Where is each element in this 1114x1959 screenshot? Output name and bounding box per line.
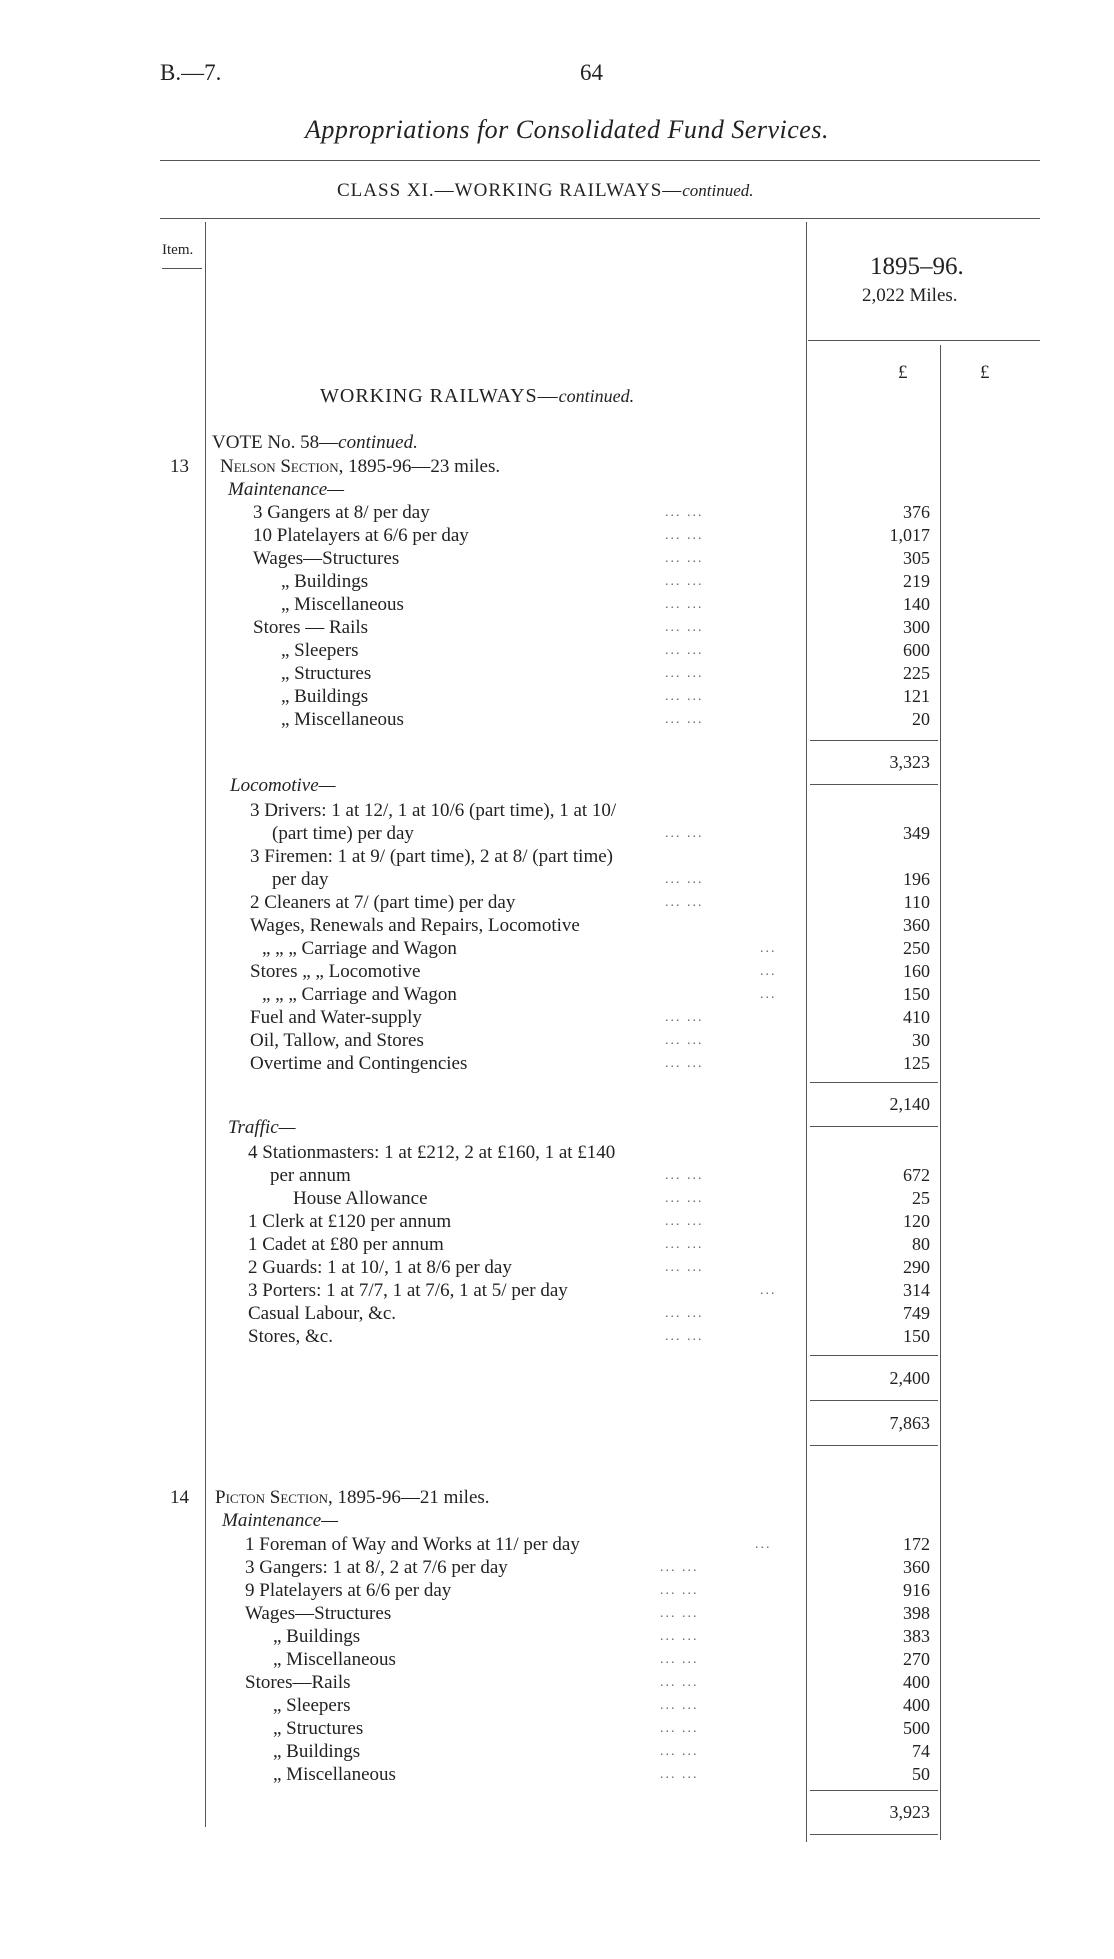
- leader-dots: ... ...: [665, 1033, 704, 1048]
- line-item-amount: 349: [903, 823, 930, 843]
- leader-dots: ... ...: [665, 551, 704, 566]
- line-item-label: Stores — Rails: [253, 617, 369, 638]
- line-item-label: Wages, Renewals and Repairs, Locomotive: [250, 915, 580, 936]
- leader-dots: ... ...: [660, 1698, 699, 1713]
- nelson-maintenance-total: 3,323: [889, 752, 930, 772]
- line-item-amount: 50: [912, 1764, 930, 1784]
- nelson-traffic-heading: Traffic—: [228, 1117, 296, 1138]
- line-item-amount: 150: [903, 984, 930, 1004]
- line-item-amount: 250: [903, 938, 930, 958]
- line-item-amount: 120: [903, 1211, 930, 1231]
- line-item-amount: 225: [903, 663, 930, 683]
- leader-dots: ... ...: [665, 1191, 704, 1206]
- leader-dots: ... ...: [660, 1675, 699, 1690]
- line-item-amount: 400: [903, 1672, 930, 1692]
- leader-dots: ... ...: [665, 643, 704, 658]
- leader-dots: ... ...: [665, 1329, 704, 1344]
- leader-dots: ...: [760, 1283, 777, 1298]
- line-item-amount: 1,017: [889, 525, 930, 545]
- pound-column-1-header: £: [898, 362, 908, 383]
- line-item-label: 1 Clerk at £120 per annum: [248, 1211, 452, 1232]
- line-item-label: Wages—Structures: [245, 1603, 392, 1624]
- line-item-label: 2 Cleaners at 7/ (part time) per day: [250, 892, 516, 913]
- leader-dots: ...: [760, 987, 777, 1002]
- line-item-label: 10 Platelayers at 6/6 per day: [253, 525, 469, 546]
- line-item-label: „ Buildings: [273, 1741, 361, 1762]
- line-item-amount: 160: [903, 961, 930, 981]
- leader-dots: ... ...: [665, 712, 704, 727]
- leader-dots: ... ...: [660, 1629, 699, 1644]
- class-title-suffix: continued.: [682, 181, 754, 200]
- leader-dots: ...: [755, 1537, 772, 1552]
- nelson-locomotive-total-rule: [810, 1126, 938, 1127]
- line-item-amount: 20: [912, 709, 930, 729]
- line-item-amount: 314: [903, 1280, 930, 1300]
- picton-section-title: [215, 1487, 490, 1509]
- line-item-amount: 80: [912, 1234, 930, 1254]
- line-item-label: Oil, Tallow, and Stores: [250, 1030, 424, 1051]
- year-header-rule: [808, 340, 1040, 341]
- leader-dots: ... ...: [660, 1652, 699, 1667]
- nelson-title-main: Nelson Section: [220, 456, 339, 477]
- line-item-amount: 360: [903, 1557, 930, 1577]
- picton-maintenance-total-rule: [810, 1834, 938, 1835]
- leader-dots: ... ...: [665, 689, 704, 704]
- line-item-amount: 376: [903, 502, 930, 522]
- leader-dots: ...: [760, 941, 777, 956]
- line-item-label: Casual Labour, &c.: [248, 1303, 397, 1324]
- line-item-amount: 110: [903, 892, 930, 912]
- page-subtitle: Appropriations for Consolidated Fund Services.: [305, 115, 829, 144]
- class-title: [337, 180, 754, 202]
- vote-line: [212, 432, 418, 454]
- leader-dots: ... ...: [665, 872, 704, 887]
- nelson-maintenance-rule: [810, 740, 938, 741]
- line-item-label: „ Buildings: [281, 686, 369, 707]
- nelson-traffic-total-rule: [810, 1400, 938, 1401]
- line-item-amount: 500: [903, 1718, 930, 1738]
- nelson-maintenance-total-rule: [810, 784, 938, 785]
- section-heading: [320, 385, 634, 408]
- line-item-label: „ Sleepers: [281, 640, 359, 661]
- item-number-nelson: 13: [170, 456, 189, 477]
- leader-dots: ... ...: [660, 1767, 699, 1782]
- line-item-amount: 749: [903, 1303, 930, 1323]
- line-item-amount: 25: [912, 1188, 930, 1208]
- line-item-amount: 600: [903, 640, 930, 660]
- line-item-amount: 172: [903, 1534, 930, 1554]
- amount-column-mid-divider: [940, 345, 941, 1840]
- line-item-amount: 30: [912, 1030, 930, 1050]
- nelson-section-total: 7,863: [889, 1413, 930, 1433]
- line-item-amount: 290: [903, 1257, 930, 1277]
- line-item-amount: 121: [903, 686, 930, 706]
- leader-dots: ... ...: [665, 1237, 704, 1252]
- line-item-label: „ Buildings: [273, 1626, 361, 1647]
- vote-line-suffix: continued.: [338, 432, 418, 453]
- item-column-header: Item.: [162, 242, 194, 258]
- line-item-label: 2 Guards: 1 at 10/, 1 at 8/6 per day: [248, 1257, 512, 1278]
- nelson-section-total-rule: [810, 1445, 938, 1446]
- line-item-label: „ Sleepers: [273, 1695, 351, 1716]
- section-heading-main: WORKING RAILWAYS—: [320, 385, 559, 407]
- line-item-label: „ Miscellaneous: [281, 709, 404, 730]
- vote-line-main: VOTE No. 58—: [212, 432, 339, 453]
- leader-dots: ... ...: [665, 1260, 704, 1275]
- nelson-locomotive-total: 2,140: [889, 1094, 930, 1114]
- leader-dots: ... ...: [665, 574, 704, 589]
- page-number: 64: [580, 60, 603, 85]
- picton-title-main: Picton Section: [215, 1487, 329, 1508]
- leader-dots: ... ...: [660, 1744, 699, 1759]
- section-heading-suffix: continued.: [558, 386, 635, 406]
- leader-dots: ... ...: [665, 1306, 704, 1321]
- line-item-label: per annum: [270, 1165, 351, 1186]
- nelson-traffic-rule: [810, 1355, 938, 1356]
- line-item-label: House Allowance: [293, 1188, 428, 1209]
- leader-dots: ...: [760, 964, 777, 979]
- nelson-section-title: [220, 456, 500, 478]
- nelson-locomotive-rule: [810, 1082, 938, 1083]
- leader-dots: ... ...: [665, 1214, 704, 1229]
- line-item-label: „ Miscellaneous: [281, 594, 404, 615]
- line-item-label: Stores—Rails: [245, 1672, 351, 1693]
- leader-dots: ... ...: [665, 528, 704, 543]
- line-item-amount: 300: [903, 617, 930, 637]
- line-item-label: per day: [272, 869, 329, 890]
- line-item-amount: 398: [903, 1603, 930, 1623]
- line-item-amount: 916: [903, 1580, 930, 1600]
- leader-dots: ... ...: [665, 895, 704, 910]
- leader-dots: ... ...: [660, 1606, 699, 1621]
- nelson-traffic-total: 2,400: [889, 1368, 930, 1388]
- line-item-amount: 74: [912, 1741, 930, 1761]
- line-item-label: 3 Gangers at 8/ per day: [253, 502, 430, 523]
- line-item-label: 3 Firemen: 1 at 9/ (part time), 2 at 8/ (part time): [250, 846, 614, 867]
- line-item-amount: 400: [903, 1695, 930, 1715]
- pound-column-2-header: £: [980, 362, 990, 383]
- line-item-label: 3 Drivers: 1 at 12/, 1 at 10/6 (part time), 1 at 10/: [250, 800, 617, 821]
- line-item-label: „ Miscellaneous: [273, 1764, 396, 1785]
- leader-dots: ... ...: [665, 597, 704, 612]
- line-item-amount: 140: [903, 594, 930, 614]
- line-item-amount: 196: [903, 869, 930, 889]
- leader-dots: ... ...: [660, 1560, 699, 1575]
- line-item-amount: 410: [903, 1007, 930, 1027]
- line-item-amount: 219: [903, 571, 930, 591]
- line-item-label: Fuel and Water-supply: [250, 1007, 422, 1028]
- line-item-label: 4 Stationmasters: 1 at £212, 2 at £160, 1 at £140: [248, 1142, 616, 1163]
- picton-maintenance-rule: [810, 1790, 938, 1791]
- line-item-label: „ Structures: [281, 663, 372, 684]
- table-top-rule: [160, 218, 1040, 219]
- item-column-divider: [205, 222, 206, 1827]
- leader-dots: ... ...: [665, 1010, 704, 1025]
- line-item-label: „ „ „ Carriage and Wagon: [262, 938, 457, 959]
- line-item-amount: 672: [903, 1165, 930, 1185]
- leader-dots: ... ...: [665, 826, 704, 841]
- year-header: 1895–96.: [870, 253, 964, 280]
- line-item-label: (part time) per day: [272, 823, 414, 844]
- leader-dots: ... ...: [660, 1721, 699, 1736]
- line-item-amount: 150: [903, 1326, 930, 1346]
- line-item-label: „ Buildings: [281, 571, 369, 592]
- line-item-label: 3 Gangers: 1 at 8/, 2 at 7/6 per day: [245, 1557, 508, 1578]
- line-item-amount: 383: [903, 1626, 930, 1646]
- item-header-underline: [162, 268, 202, 269]
- leader-dots: ... ...: [660, 1583, 699, 1598]
- line-item-label: 1 Foreman of Way and Works at 11/ per day: [245, 1534, 580, 1555]
- leader-dots: ... ...: [665, 1168, 704, 1183]
- leader-dots: ... ...: [665, 620, 704, 635]
- line-item-amount: 360: [903, 915, 930, 935]
- line-item-label: Stores „ „ Locomotive: [250, 961, 421, 982]
- amount-column-left-divider: [806, 222, 807, 1842]
- nelson-locomotive-heading: Locomotive—: [230, 775, 336, 796]
- nelson-title-rest: , 1895-96—23 miles.: [338, 456, 501, 477]
- line-item-label: Overtime and Contingencies: [250, 1053, 468, 1074]
- document-reference: B.—7.: [160, 60, 222, 85]
- picton-title-rest: , 1895-96—21 miles.: [328, 1487, 490, 1508]
- line-item-amount: 125: [903, 1053, 930, 1073]
- class-title-main: CLASS XI.—WORKING RAILWAYS—: [337, 180, 683, 201]
- line-item-amount: 305: [903, 548, 930, 568]
- line-item-amount: 270: [903, 1649, 930, 1669]
- nelson-maintenance-heading: Maintenance—: [228, 479, 345, 500]
- leader-dots: ... ...: [665, 1056, 704, 1071]
- line-item-label: Wages—Structures: [253, 548, 400, 569]
- leader-dots: ... ...: [665, 505, 704, 520]
- line-item-label: Stores, &c.: [248, 1326, 333, 1347]
- header-rule: [160, 160, 1040, 161]
- line-item-label: „ „ „ Carriage and Wagon: [262, 984, 457, 1005]
- line-item-label: 9 Platelayers at 6/6 per day: [245, 1580, 452, 1601]
- picton-maintenance-heading: Maintenance—: [222, 1510, 339, 1531]
- line-item-label: 3 Porters: 1 at 7/7, 1 at 7/6, 1 at 5/ per day: [248, 1280, 568, 1301]
- line-item-label: „ Structures: [273, 1718, 364, 1739]
- line-item-label: 1 Cadet at £80 per annum: [248, 1234, 444, 1255]
- line-item-label: „ Miscellaneous: [273, 1649, 396, 1670]
- leader-dots: ... ...: [665, 666, 704, 681]
- miles-header: 2,022 Miles.: [862, 285, 958, 306]
- item-number-picton: 14: [170, 1487, 189, 1508]
- picton-maintenance-total: 3,923: [889, 1802, 930, 1822]
